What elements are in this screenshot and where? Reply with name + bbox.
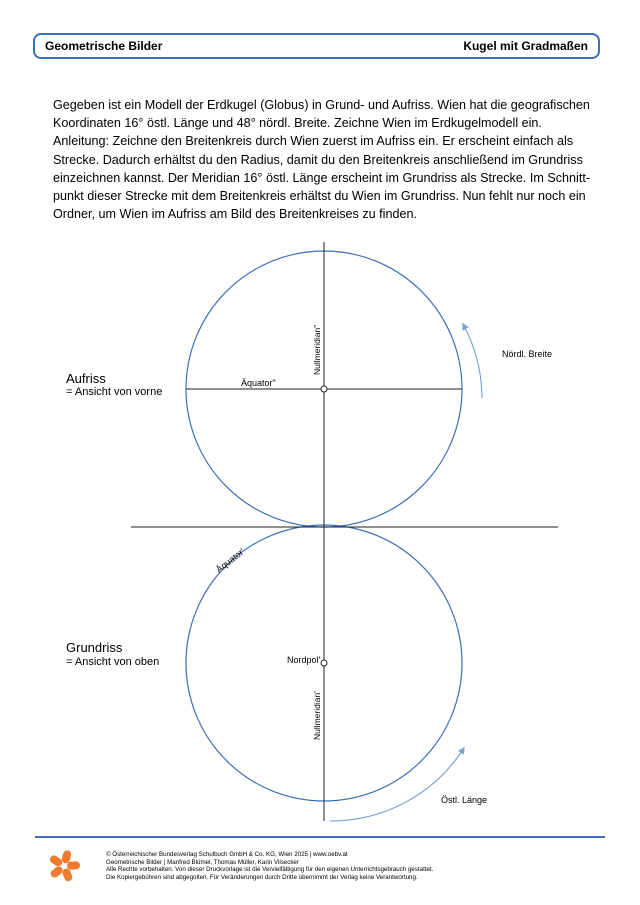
nullmeridian-grundriss-label: Nullmeridian': [312, 691, 322, 740]
footer-line: Alle Rechte vorbehalten. Von dieser Druckvorlage ist die Vervielfältigung für den eigenen Unterrichtsgebrauch gestattet.: [106, 866, 434, 874]
footer-divider: [35, 836, 605, 838]
task-line: Gegeben ist ein Modell der Erdkugel (Globus) in Grund- und Aufriss. Wien hat die geografischen: [53, 98, 590, 112]
task-line: Anleitung: Zeichne den Breitenkreis durch Wien zuerst im Aufriss ein. Er erscheint einfach als: [53, 134, 574, 149]
nordpol-label: Nordpol': [287, 655, 321, 665]
noerdl-breite-arrow: [463, 324, 482, 398]
grundriss-label: Grundriss: [66, 640, 123, 655]
task-line: Strecke. Dadurch erhältst du den Radius, damit du den Breitenkreis anschließend im Grundriss: [53, 152, 583, 167]
task-line: einzeichnen kannst. Der Meridian 16° östl. Länge erscheint im Grundriss als Strecke. Im Schnitt-: [53, 170, 591, 185]
aufriss-label: Aufriss: [66, 371, 106, 386]
header-title-left: Geometrische Bilder: [45, 39, 163, 53]
footer-line: Die Kopiergebühren sind abgegolten. Für Veränderungen durch Dritte übernimmt der Verlag keine Verantwortung.: [106, 874, 418, 882]
oestl-laenge-arrow: [330, 748, 464, 821]
aufriss-sublabel: = Ansicht von vorne: [66, 386, 163, 398]
task-line: Ordner, um Wien im Aufriss am Bild des Breitenkreises zu finden.: [53, 207, 417, 222]
task-line: punkt dieser Strecke mit dem Breitenkreis erhältst du Wien im Grundriss. Nun fehlt nur noch ein: [53, 189, 586, 204]
aufriss-center-point: [321, 386, 327, 392]
footer-copyright: [106, 851, 576, 882]
grundriss-sublabel: = Ansicht von oben: [66, 656, 160, 668]
oebv-logo-icon: [47, 849, 81, 883]
task-line: Koordinaten 16° östl. Länge und 48° nördl. Breite. Zeichne Wien im Erdkugelmodell ein.: [53, 116, 542, 131]
aequator-grundriss-label: Äquator': [214, 546, 247, 575]
nullmeridian-aufriss-label: Nullmeridian": [312, 324, 322, 375]
header-title-right: Kugel mit Gradmaßen: [463, 39, 588, 53]
footer-line: Geometrische Bilder | Manfred Blümel, Thomas Müller, Karin Vilsecker: [106, 858, 299, 866]
noerdl-breite-label: Nördl. Breite: [502, 349, 553, 359]
footer-line: © Österreichischer Bundesverlag Schulbuch GmbH & Co. KG, Wien 2025 | www.oebv.at: [106, 851, 348, 858]
aequator-aufriss-label: Äquator": [241, 378, 276, 388]
oestl-laenge-label: Östl. Länge: [441, 795, 488, 805]
nordpol-point: [321, 660, 327, 666]
